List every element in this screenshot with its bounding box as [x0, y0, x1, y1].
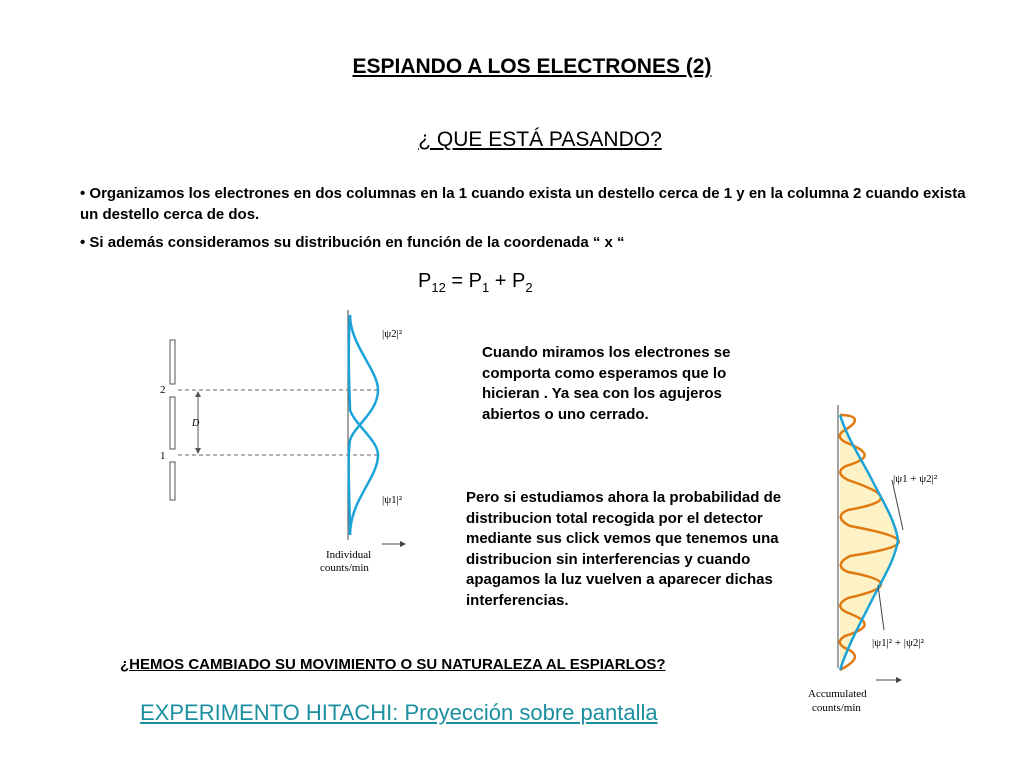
slit-label-1: 1: [160, 450, 166, 462]
hitachi-experiment-link[interactable]: EXPERIMENTO HITACHI: Proyección sobre pantalla: [140, 700, 658, 725]
formula-plus: +: [494, 270, 507, 292]
accumulated-counts-diagram: [800, 400, 1020, 720]
axis-arrow-head: [400, 541, 406, 547]
distance-arrow-head-bottom: [195, 448, 201, 454]
classical-fill: [840, 415, 898, 670]
accumulated-label-line2: counts/min: [812, 702, 861, 714]
formula-p1: P: [468, 270, 482, 292]
sum-label: |ψ1 + ψ2|²: [893, 473, 938, 485]
separate-label: |ψ1|² + |ψ2|²: [872, 637, 924, 649]
accumulated-label-line1: Accumulated: [808, 688, 867, 700]
formula-sub12: 12: [431, 280, 446, 295]
psi1-label: |ψ1|²: [382, 494, 403, 506]
bullet-2: • Si además consideramos su distribución en función de la coordenada “ x “: [80, 234, 625, 251]
distance-label: D: [192, 418, 200, 429]
psi2-label: |ψ2|²: [382, 328, 403, 340]
right-axis-arrow-head: [896, 677, 902, 683]
individual-label-line1: Individual: [326, 549, 372, 561]
distance-arrow-head-top: [195, 391, 201, 397]
slide-subtitle: ¿ QUE ESTÁ PASANDO?: [418, 128, 662, 151]
slit-label-2: 2: [160, 384, 166, 396]
separate-leader: [878, 585, 884, 630]
note-observed: Cuando miramos los electrones se comporta como esperamos que lo hicieran . Ya sea con los agujeros abiertos o uno cerrado.: [482, 344, 731, 423]
barrier-top: [170, 340, 175, 384]
formula-sub2: 2: [525, 280, 533, 295]
formula-p2: P: [512, 270, 526, 292]
slide-title: ESPIANDO A LOS ELECTRONES (2): [352, 55, 712, 78]
individual-label-line2: counts/min: [320, 562, 369, 574]
psi2-curve: [349, 315, 378, 535]
barrier-middle: [170, 397, 175, 449]
formula-equals: =: [451, 270, 464, 292]
closing-question: ¿HEMOS CAMBIADO SU MOVIMIENTO O SU NATURALEZA AL ESPIARLOS?: [120, 656, 666, 673]
formula-sub1: 1: [481, 280, 490, 295]
psi1-curve: [349, 315, 378, 535]
note-distribution: Pero si estudiamos ahora la probabilidad de distribucion total recogida por el detector mediante sus click vemos que tenemos una distribucion sin interferencias y cuando apagamos la luz vuelven a aparecer dichas interferencias.: [466, 489, 782, 609]
probability-formula: [418, 270, 533, 295]
bullet-1: • Organizamos los electrones en dos columnas en la 1 cuando exista un destello cerca de 1 y en la columna 2 cuando exista un destello cerca de dos.: [80, 185, 966, 223]
barrier-bottom: [170, 462, 175, 500]
formula-p12: P: [418, 270, 432, 292]
individual-counts-diagram: [150, 300, 420, 585]
